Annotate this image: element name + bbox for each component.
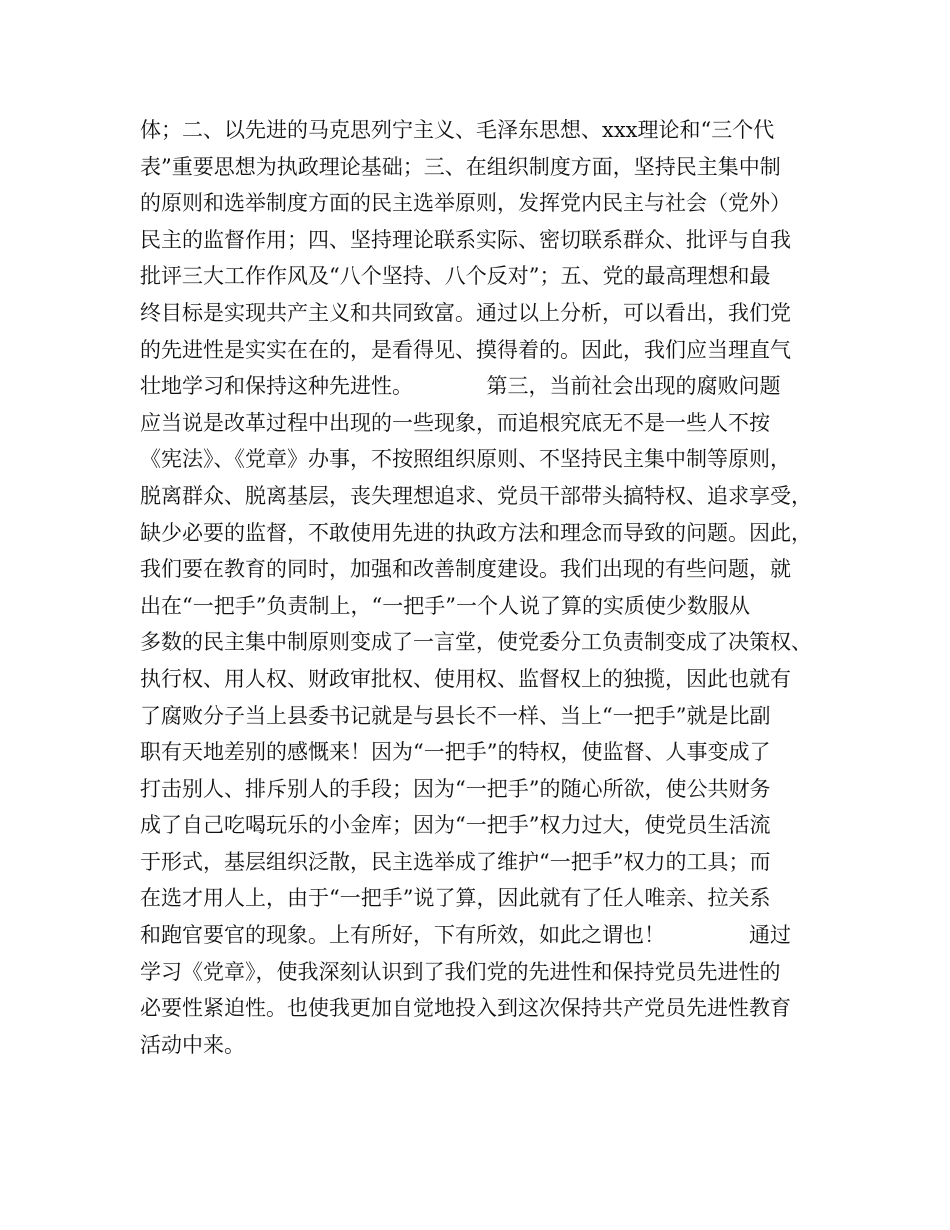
text-line-18: 职有天地差别的感慨来！因为“一把手”的特权，使监督、人事变成了 — [140, 740, 771, 765]
text-line-16: 执行权、用人权、财政审批权、使用权、监督权上的独揽，因此也就有 — [140, 666, 791, 691]
text-line-7: 的先进性是实实在在的，是看得见、摸得着的。因此，我们应当理直气 — [140, 337, 791, 362]
text-line-13: 我们要在教育的同时，加强和改善制度建设。我们出现的有些问题，就 — [140, 557, 791, 582]
text-line-9: 应当说是改革过程中出现的一些现象，而追根究底无不是一些人不按 — [140, 410, 770, 435]
text-line-17: 了腐败分子当上县委书记就是与县长不一样、当上“一把手”就是比副 — [140, 703, 771, 728]
text-line-1: 体；二、以先进的马克思列宁主义、毛泽东思想、xxx理论和“三个代 — [140, 118, 775, 142]
text-line-8: 壮地学习和保持这种先进性。 第三，当前社会出现的腐败问题 — [140, 374, 781, 399]
document-body-text — [140, 112, 830, 1063]
text-line-11: 脱离群众、脱离基层，丧失理想追求、党员干部带头搞特权、追求享受， — [140, 483, 812, 508]
text-line-12: 缺少必要的监督，不敢使用先进的执政方法和理念而导致的问题。因此， — [140, 520, 812, 545]
text-line-19: 打击别人、排斥别人的手段；因为“一把手”的随心所欲，使公共财务 — [140, 776, 771, 801]
text-line-5: 批评三大工作作风及“八个坚持、八个反对”；五、党的最高理想和最 — [140, 264, 771, 289]
text-line-6: 终目标是实现共产主义和共同致富。通过以上分析，可以看出，我们党 — [140, 300, 791, 325]
text-line-2: 表”重要思想为执政理论基础；三、在组织制度方面，坚持民主集中制 — [140, 154, 781, 179]
text-line-23: 和跑官要官的现象。上有所好，下有所效，如此之谓也！ 通过 — [140, 923, 791, 948]
text-line-25: 必要性紧迫性。也使我更加自觉地投入到这次保持共产党员先进性教育 — [140, 996, 791, 1021]
text-line-4: 民主的监督作用；四、坚持理论联系实际、密切联系群众、批评与自我 — [140, 227, 791, 252]
text-line-14: 出在“一把手”负责制上，“一把手”一个人说了算的实质使少数服从 — [140, 593, 750, 618]
text-line-15: 多数的民主集中制原则变成了一言堂，使党委分工负责制变成了决策权、 — [140, 630, 812, 655]
text-line-24: 学习《党章》，使我深刻认识到了我们党的先进性和保持党员先进性的 — [140, 959, 781, 984]
text-line-10: 《宪法》、《党章》办事，不按照组织原则、不坚持民主集中制等原则， — [140, 447, 791, 472]
text-line-22: 在选才用人上，由于“一把手”说了算，因此就有了任人唯亲、拉关系 — [140, 886, 771, 911]
text-line-20: 成了自己吃喝玩乐的小金库；因为“一把手”权力过大，使党员生活流 — [140, 813, 771, 838]
text-line-21: 于形式，基层组织泛散，民主选举成了维护“一把手”权力的工具；而 — [140, 849, 771, 874]
text-line-3: 的原则和选举制度方面的民主选举原则，发挥党内民主与社会（党外） — [140, 191, 791, 216]
text-line-26: 活动中来。 — [140, 1032, 245, 1057]
